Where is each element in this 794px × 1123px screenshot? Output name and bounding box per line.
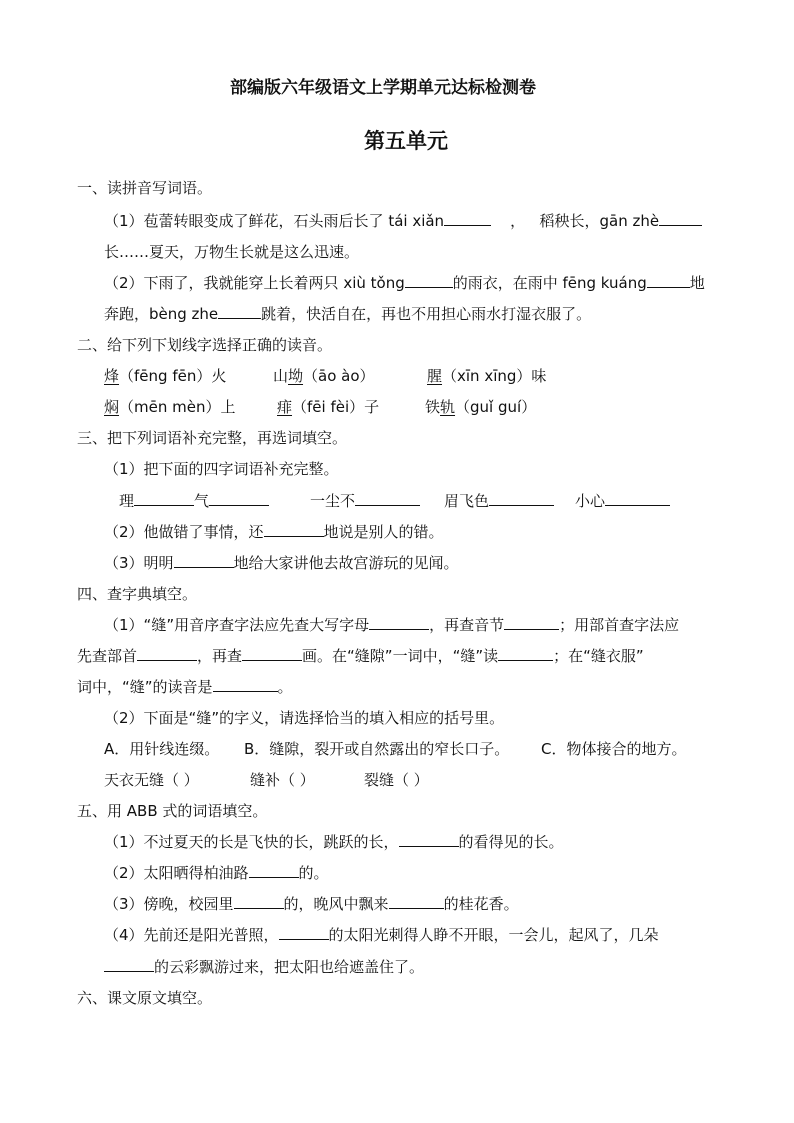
answer-blank[interactable]: [134, 491, 194, 506]
text: （4）先前还是阳光普照，: [104, 926, 279, 944]
s5-q4-line1: [104, 925, 659, 945]
s4-fill-3[interactable]: 裂缝（ ）: [364, 771, 429, 789]
answer-blank[interactable]: [355, 491, 420, 506]
text: 的。: [298, 864, 329, 882]
text: 的太阳光刺得人睁不开眼，一会儿，起风了，几朵: [328, 926, 659, 944]
section-5-title: 五、用 ABB 式的词语填空。: [77, 802, 268, 820]
text: ，再查音节: [429, 616, 505, 634]
text: 一尘不: [310, 492, 356, 510]
s2-item-6: [425, 397, 536, 417]
answer-blank[interactable]: [504, 615, 559, 630]
text: （1）不过夏天的长是飞快的长，跳跃的长，: [104, 833, 399, 851]
answer-blank[interactable]: [399, 832, 459, 847]
text: 的，晚风中飘来: [283, 895, 389, 913]
answer-blank[interactable]: [209, 491, 269, 506]
text: 。: [277, 678, 293, 696]
s3-idiom-4: [575, 491, 670, 511]
s1-q2-line1: [104, 273, 705, 293]
answer-blank[interactable]: [234, 894, 284, 909]
underlined-char: 坳: [288, 367, 304, 385]
answer-blank[interactable]: [264, 522, 324, 537]
text: 理: [119, 492, 135, 510]
answer-blank[interactable]: [104, 957, 154, 972]
s2-item-1: [104, 366, 226, 386]
unit-title: 第五单元: [364, 129, 448, 153]
underlined-char: 轨: [440, 398, 456, 416]
answer-blank[interactable]: [242, 646, 302, 661]
text: （3）明明: [104, 554, 174, 572]
s3-idiom-1: [119, 491, 269, 511]
text: 小心: [575, 492, 606, 510]
s4-option-b: B．缝隙，裂开或自然露出的窄长口子。: [244, 740, 510, 758]
text: 词中，“缝”的读音是: [77, 678, 213, 696]
answer-blank[interactable]: [137, 646, 197, 661]
answer-blank[interactable]: [498, 646, 553, 661]
s2-item-2: [273, 366, 375, 386]
s2-item-3: [427, 366, 546, 386]
text: ，再查: [197, 647, 243, 665]
text: 气: [194, 492, 210, 510]
text: 眉飞色: [444, 492, 490, 510]
s4-option-a: A．用针线连缀。: [104, 740, 220, 758]
s1-q1-line2: 长……夏天，万物生长就是这么迅速。: [104, 243, 360, 261]
text: （xīn xīng）味: [442, 367, 547, 385]
s3-idiom-3: [444, 491, 554, 511]
answer-blank[interactable]: [647, 273, 690, 288]
s4-fill-2[interactable]: 缝补（ ）: [250, 771, 315, 789]
text: （1）苞蕾转眼变成了鲜花，石头雨后长了 tái xiǎn: [104, 212, 445, 230]
s3-idiom-2: [310, 491, 420, 511]
text: 地: [689, 274, 705, 292]
section-2-title: 二、给下列下划线字选择正确的读音。: [77, 336, 333, 354]
section-1-title: 一、读拼音写词语。: [77, 179, 213, 197]
answer-blank[interactable]: [389, 894, 444, 909]
s1-q2-line2: [104, 304, 591, 324]
answer-blank[interactable]: [174, 553, 234, 568]
text: 先查部首: [77, 647, 138, 665]
text: ；用部首查字法应: [559, 616, 680, 634]
text: 的雨衣，在雨中 fēng kuáng: [452, 274, 647, 292]
answer-blank[interactable]: [369, 615, 429, 630]
s2-item-4: [104, 397, 235, 417]
text: 地说是别人的错。: [323, 523, 444, 541]
text: ；在“缝衣服”: [553, 647, 644, 665]
text: （fēng fēn）火: [119, 367, 227, 385]
text: 铁: [425, 398, 441, 416]
answer-blank[interactable]: [405, 273, 453, 288]
underlined-char: 烽: [104, 367, 120, 385]
s5-q1: [104, 832, 564, 852]
answer-blank[interactable]: [659, 211, 702, 226]
text: 稻秧长，gān zhè: [539, 212, 660, 230]
s5-q4-line2: [104, 957, 424, 977]
text: （3）傍晚，校园里: [104, 895, 234, 913]
underlined-char: 痱: [277, 398, 293, 416]
s5-q2: [104, 863, 329, 883]
doc-title: 部编版六年级语文上学期单元达标检测卷: [230, 78, 536, 98]
text: （guǐ guí）: [455, 398, 537, 416]
text: 的看得见的长。: [458, 833, 564, 851]
text: （2）下雨了，我就能穿上长着两只 xiù tǒng: [104, 274, 405, 292]
answer-blank[interactable]: [213, 677, 278, 692]
answer-blank[interactable]: [279, 925, 329, 940]
s4-q1-line2: [77, 646, 644, 666]
text: ，: [510, 212, 526, 230]
s4-q1-line3: [77, 677, 293, 697]
text: 奔跑，bèng zhe: [104, 305, 219, 323]
underlined-char: 焖: [104, 398, 120, 416]
answer-blank[interactable]: [605, 491, 670, 506]
text: （mēn mèn）上: [119, 398, 236, 416]
s3-q1: （1）把下面的四字词语补充完整。: [104, 460, 339, 478]
s3-q3: [104, 553, 459, 573]
underlined-char: 腥: [427, 367, 443, 385]
text: （fēi fèi）子: [292, 398, 380, 416]
text: 跳着，快活自在，再也不用担心雨水打湿衣服了。: [261, 305, 592, 323]
answer-blank[interactable]: [444, 211, 491, 226]
s3-q2: [104, 522, 444, 542]
section-4-title: 四、查字典填空。: [77, 585, 198, 603]
text: （1）“缝”用音序查字法应先查大写字母: [104, 616, 370, 634]
text: （2）太阳晒得柏油路: [104, 864, 249, 882]
section-3-title: 三、把下列词语补充完整，再选词填空。: [77, 429, 348, 447]
s2-item-5: [277, 397, 379, 417]
s4-option-c: C．物体接合的地方。: [541, 740, 687, 758]
answer-blank[interactable]: [489, 491, 554, 506]
s1-q1-line1: [104, 211, 702, 231]
answer-blank[interactable]: [249, 863, 299, 878]
s4-q2: （2）下面是“缝”的字义，请选择恰当的填入相应的括号里。: [104, 709, 505, 727]
section-6-title: 六、课文原文填空。: [77, 989, 213, 1007]
text: （2）他做错了事情，还: [104, 523, 264, 541]
answer-blank[interactable]: [218, 304, 261, 319]
text: 画。在“缝隙”一词中，“缝”读: [302, 647, 499, 665]
text: 的桂花香。: [443, 895, 519, 913]
text: 山: [273, 367, 289, 385]
text: 的云彩飘游过来，把太阳也给遮盖住了。: [154, 958, 425, 976]
s5-q3: [104, 894, 519, 914]
s4-q1-line1: [104, 615, 679, 635]
text: 地给大家讲他去故宫游玩的见闻。: [233, 554, 459, 572]
text: （āo ào）: [303, 367, 375, 385]
s4-fill-1[interactable]: 天衣无缝（ ）: [104, 771, 199, 789]
